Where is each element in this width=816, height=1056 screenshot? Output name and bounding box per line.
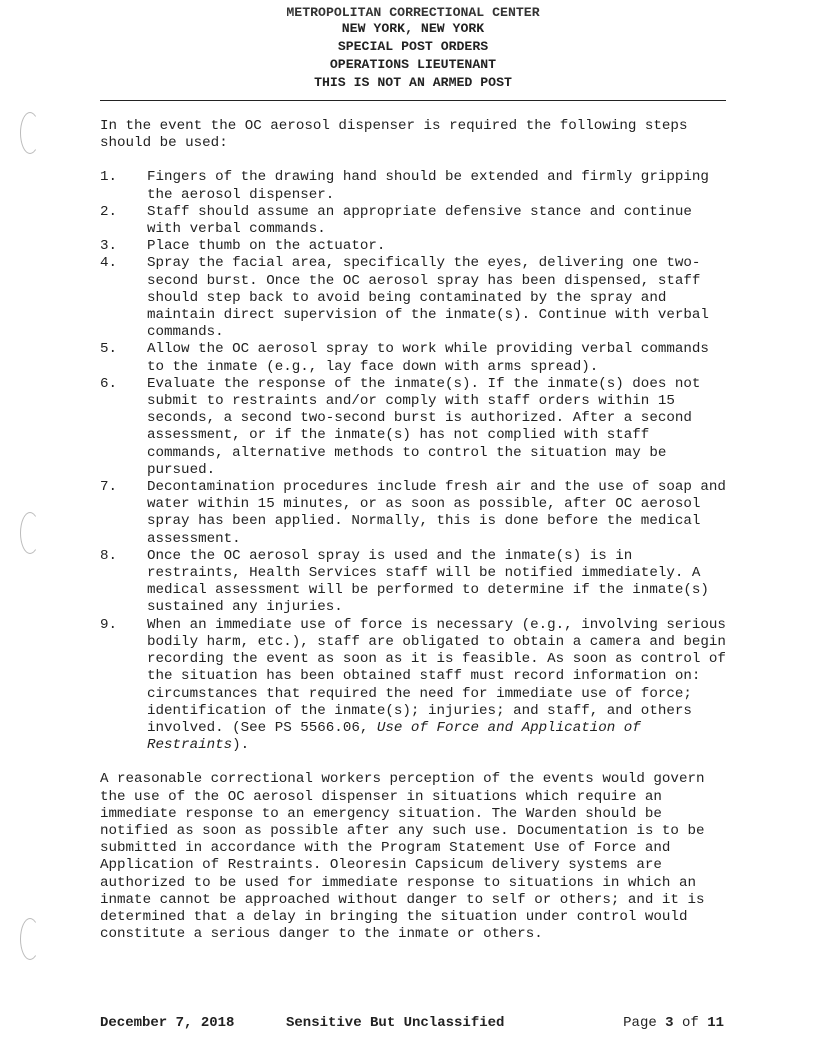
document-body — [100, 118, 730, 943]
post-title: OPERATIONS LIEUTENANT — [329, 57, 497, 72]
institution-name: METROPOLITAN CORRECTIONAL CENTER — [286, 6, 540, 20]
closing-paragraph: A reasonable correctional workers perception of the events would govern the use of the OC aerosol dispenser in situations which require an immediate response to an emergency situation. The Warden should be notified as soon as possible after any such use. Documentation is to be submitted in accordance with the Program Statement Use of Force and Application of Restraints. Oleoresin Capsicum delivery systems are authorized to be used for immediate response to situations in which an inmate cannot be approached without danger to self or others; and it is determined that a delay in bringing the situation under control would constitute a serious danger to the inmate or others. — [100, 771, 705, 943]
armed-status: THIS IS NOT AN ARMED POST — [314, 75, 512, 90]
punch-hole-mark — [20, 112, 40, 154]
list-item: 3. Place thumb on the actuator. — [100, 238, 386, 255]
post-order-header — [100, 6, 726, 92]
header-divider — [100, 100, 726, 101]
list-item: 9. When an immediate use of force is necessary (e.g., involving serious bodily harm, etc.), staff are obligated to obtain a camera and begin recording the event as soon as it is feasible. As soon as control of the situation has been obtained staff must record information on: circumstances that required the need for immediate use of force; identification of the inmate(s); injuries; and staff, and others involved. (See PS 5566.06, Use of Force and Application of Restraints). — [100, 616, 726, 754]
punch-hole-mark — [20, 918, 40, 960]
document-type: SPECIAL POST ORDERS — [337, 39, 489, 54]
intro-paragraph: In the event the OC aerosol dispenser is required the following steps should be used: — [100, 118, 688, 152]
list-item: 4. Spray the facial area, specifically the eyes, delivering one two-second burst. Once the OC aerosol spray has been dispensed, staff should step back to avoid being contaminated by the spray and maintain direct supervision of the inmate(s). Continue with verbal commands. — [100, 255, 709, 341]
classification-label: Sensitive But Unclassified — [286, 1015, 505, 1031]
list-item: 2. Staff should assume an appropriate defensive stance and continue with verbal commands. — [100, 203, 692, 238]
footer-date: December 7, 2018 — [100, 1015, 235, 1031]
policy-title: Use of Force and Application of Restraints — [147, 719, 641, 754]
location: NEW YORK, NEW YORK — [341, 21, 485, 36]
steps-list — [100, 169, 730, 754]
punch-hole-mark — [20, 512, 40, 554]
list-item: 1. Fingers of the drawing hand should be extended and firmly gripping the aerosol dispenser. — [100, 169, 709, 203]
list-item: 7. Decontamination procedures include fresh air and the use of soap and water within 15 minutes, or as soon as possible, after OC aerosol spray has been applied. Normally, this is done before the medical assessment. — [100, 479, 726, 547]
list-item: 6. Evaluate the response of the inmate(s). If the inmate(s) does not submit to restraints and/or comply with staff orders within 15 seconds, a second two-second burst is authorized. After a second assessment, or if the inmate(s) has not complied with staff commands, alternative methods to control the situation may be pursued. — [100, 375, 701, 478]
list-item: 5. Allow the OC aerosol spray to work while providing verbal commands to the inmate (e.g., lay face down with arms spread). — [100, 341, 709, 375]
list-item: 8. Once the OC aerosol spray is used and the inmate(s) is in restraints, Health Services staff will be notified immediately. A medical assessment will be performed to determine if the inmate(s) sustained any injuries. — [100, 547, 709, 616]
page-number: Page 3 of 11 — [623, 1015, 724, 1031]
